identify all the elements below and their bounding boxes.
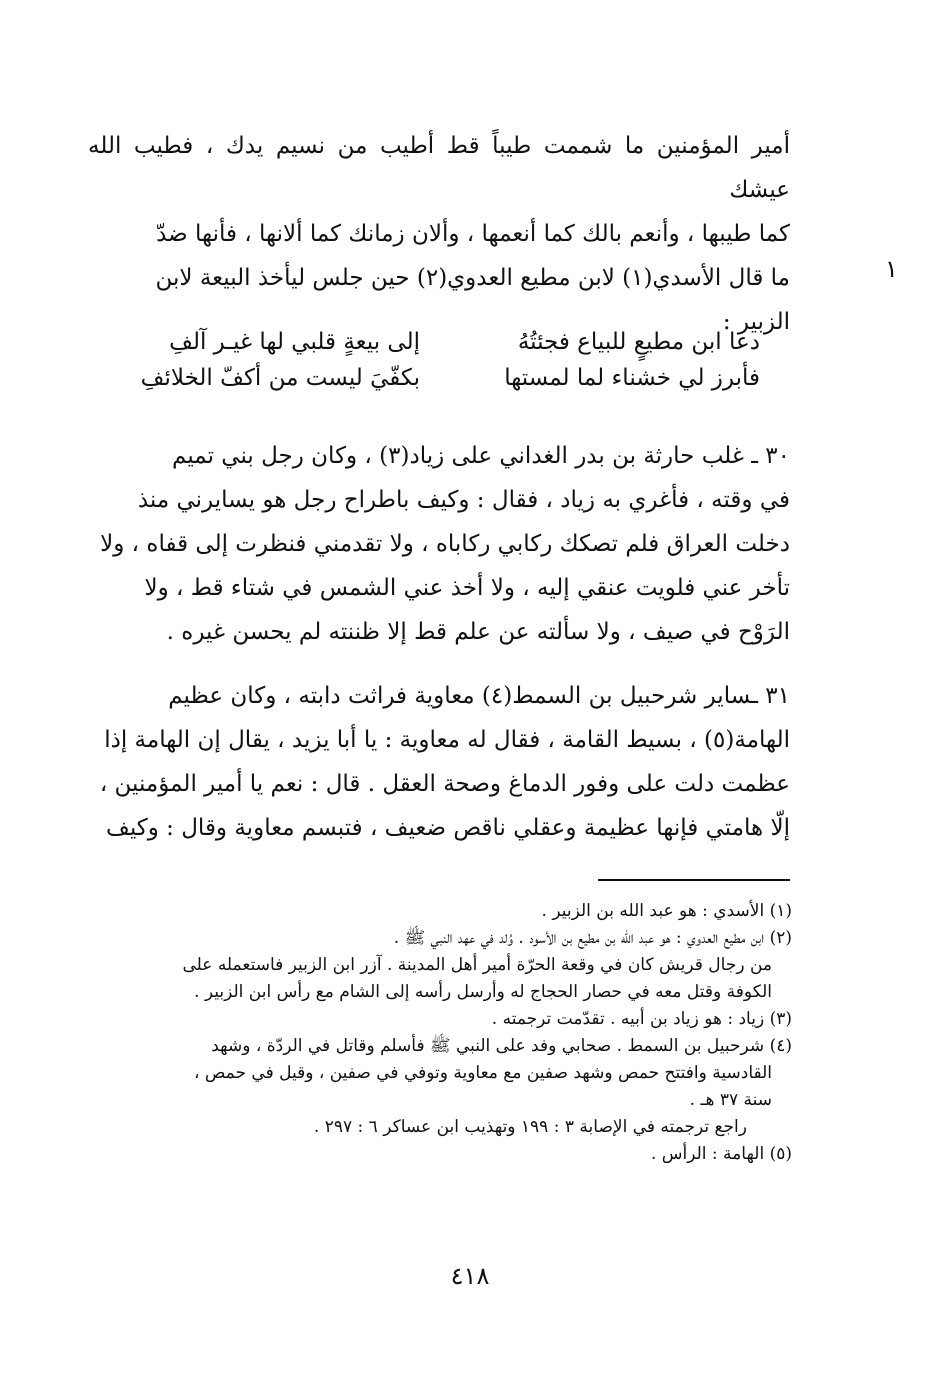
intro-line: أمير المؤمنين ما شممت طيباً قط أطيب من نسيم يدك ، فطيب الله عيشك: [88, 133, 790, 203]
footnote-4-reference: [100, 1114, 792, 1141]
verse-second-hemistich: إلى بيعةٍ قلبي لها غيـر آلفِ: [169, 329, 420, 355]
paragraph-line: عظمت دلت على وفور الدماغ وصحة العقل . قال : نعم يا أمير المؤمنين ،: [99, 771, 790, 797]
footnote-line: (١) الأسدي : هو عبد الله بن الزبير .: [541, 901, 792, 921]
paragraph-line: إلّا هامتي فإنها عظيمة وعقلي ناقص ضعيف ، فتبسم معاوية وقال : وكيف: [106, 815, 790, 841]
paragraph-line: ٣١ ـساير شرحبيل بن السمط(٤) معاوية فراثت دابته ، وكان عظيم: [168, 683, 790, 709]
footnote-line: الكوفة وقتل معه في حصار الحجاج له وأرسل رأسه إلى الشام مع رأس ابن الزبير .: [194, 982, 772, 1002]
paragraph-30: [88, 434, 790, 654]
paragraph-31: [88, 674, 790, 850]
footnotes: [100, 898, 792, 1168]
intro-line: الزبير :: [722, 309, 790, 335]
footnote-2: [100, 925, 792, 1006]
footnote-3: [100, 1006, 792, 1033]
page-number: ٤١٨: [450, 1262, 490, 1290]
footnote-4: [100, 1033, 792, 1114]
intro-line: ما قال الأسدي(١) لابن مطيع العدوي(٢) حين جلس ليأخذ البيعة لابن: [155, 265, 790, 291]
paragraph-line: دخلت العراق فلم تصكك ركابي ركاباه ، ولا تقدمني فنظرت إلى قفاه ، ولا: [100, 531, 790, 557]
paragraph-line: في وقته ، فأغري به زياد ، فقال : وكيف باطراح رجل هو يسايرني منذ: [137, 487, 790, 513]
footnote-line: سنة ٣٧ هـ .: [689, 1090, 772, 1110]
paragraph-line: تأخر عني فلويت عنقي إليه ، ولا أخذ عني الشمس في شتاء قط ، ولا: [144, 575, 790, 601]
footnote-5: [100, 1141, 792, 1168]
footnote-line: راجع ترجمته في الإصابة ٣ : ١٩٩ وتهذيب ابن عساكر ٦ : ٢٩٧ .: [313, 1117, 747, 1137]
verse-first-hemistich: فأبرز لي خشناء لما لمستها: [504, 365, 760, 391]
footnote-divider: [598, 879, 790, 881]
intro-line: كما طيبها ، وأنعم بالك كما أنعمها ، وألان زمانك كما ألانها ، فأنها ضدّ: [156, 221, 790, 247]
footnote-line: من رجال قريش كان في وقعة الحرّة أمير أهل المدينة . آزر ابن الزبير فاستعمله على: [182, 955, 772, 975]
footnote-line: (٣) زياد : هو زياد بن أبيه . تقدّمت ترجمته .: [491, 1009, 792, 1029]
footnote-line: القادسية وافتتح حمص وشهد صفين مع معاوية وتوفي في صفين ، وقيل في حمص ،: [193, 1063, 772, 1083]
verse-block: [100, 324, 760, 396]
paragraph-line: الرَوْح في صيف ، ولا سألته عن علم قط إلا ظننته لم يحسن غيره .: [166, 619, 790, 645]
margin-mark: ١: [885, 255, 898, 283]
footnote-line: (٥) الهامة : الرأس .: [650, 1144, 792, 1164]
footnote-line: (٢) ابن مطيع العدوي : هو عبد الله بن مطيع بن الأسود . وُلد في عهد النبي ﷺ .: [393, 928, 792, 948]
verse-second-hemistich: بكفّيَ ليست من أكفّ الخلائفِ: [140, 365, 420, 391]
paragraph-line: الهامة(٥) ، بسيط القامة ، فقال له معاوية : يا أبا يزيد ، يقال إن الهامة إذا: [104, 727, 790, 753]
intro-paragraph: [88, 124, 790, 344]
footnote-line: (٤) شرحبيل بن السمط . صحابي وفد على النبي ﷺ فأسلم وقاتل في الردّة ، وشهد: [211, 1036, 792, 1056]
verse-line: [100, 360, 760, 396]
paragraph-line: ٣٠ ـ غلب حارثة بن بدر الغداني على زياد(٣) ، وكان رجل بني تميم: [172, 443, 790, 469]
footnote-1: [100, 898, 792, 925]
verse-first-hemistich: دعا ابن مطيعٍ للبياع فجئتُهُ: [517, 329, 760, 355]
verse-line: [100, 324, 760, 360]
